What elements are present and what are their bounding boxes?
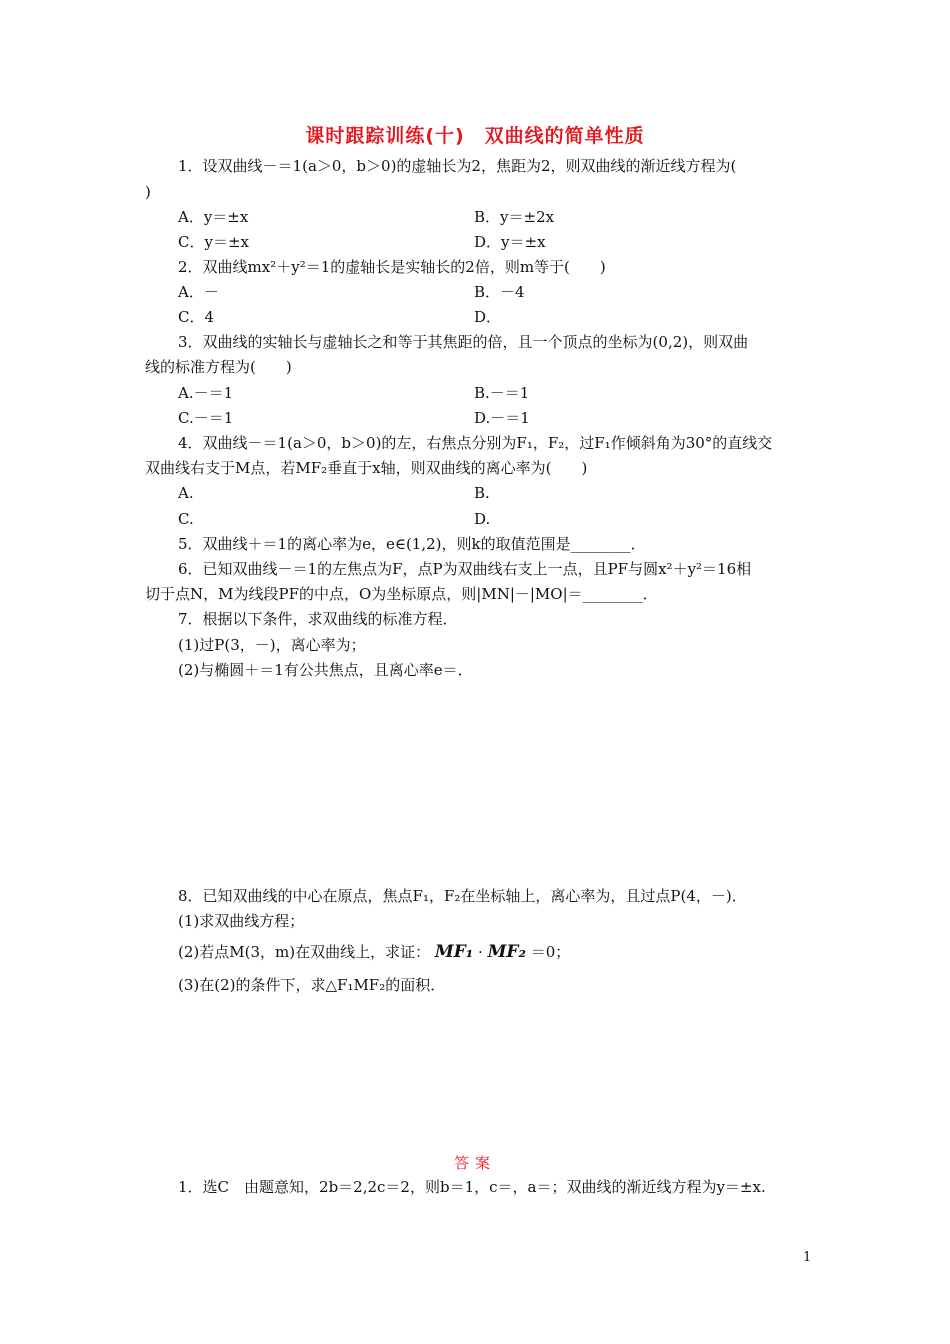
question-8-part-2 [178,942,570,962]
question-4-line-1: 4．双曲线－＝1(a＞0，b＞0)的左，右焦点分别为F₁，F₂，过F₁作倾斜角为30°的直线交 [178,434,773,452]
q1-option-b: B．y＝±2x [474,208,555,226]
question-5: 5．双曲线＋＝1的离心率为e，e∈(1,2)，则k的取值范围是________． [178,535,646,553]
q2-option-d: D． [474,308,502,326]
question-1-line-2: ) [145,183,151,201]
answer-1: 1．选C 由题意知，2b＝2,2c＝2，则b＝1，c＝，a＝；双曲线的渐近线方程为y＝±x. [178,1178,766,1196]
page-number: 1 [803,1250,812,1265]
q3-option-a: A.－＝1 [178,384,234,402]
q4-option-b: B. [474,484,490,502]
part-2-suffix: ＝0； [530,943,571,961]
question-7-part-2: (2)与椭圆＋＝1有公共焦点，且离心率e＝． [178,661,473,679]
question-1-line-1: 1．设双曲线－＝1(a＞0，b＞0)的虚轴长为2，焦距为2，则双曲线的渐近线方程为( [178,157,737,175]
q3-option-b: B.－＝1 [474,384,530,402]
question-2: 2．双曲线mx²＋y²＝1的虚轴长是实轴长的2倍，则m等于( ) [178,258,606,276]
q4-option-a: A. [178,484,194,502]
question-6-line-2: 切于点N，M为线段PF的中点，O为坐标原点，则|MN|－|MO|＝________． [145,585,658,603]
q2-option-a: A．－ [178,283,219,301]
page-title: 课时跟踪训练(十) 双曲线的简单性质 [305,125,645,147]
q2-option-c: C．4 [178,308,215,326]
q1-option-a: A．y＝±x [178,208,249,226]
q4-option-c: C. [178,510,194,528]
answer-heading: 答案 [453,1154,496,1172]
q3-option-c: C.－＝1 [178,409,234,427]
question-7-part-1: (1)过P(3，－)，离心率为； [178,636,366,654]
question-3-line-2: 线的标准方程为( ) [145,358,292,376]
question-8-part-1: (1)求双曲线方程； [178,912,305,930]
q3-option-d: D.－＝1 [474,409,530,427]
part-2-prefix: (2)若点M(3，m)在双曲线上，求证： [178,943,431,961]
vector-mf2: MF₂ [487,942,526,962]
vector-mf1: MF₁ [434,942,474,962]
q4-option-d: D. [474,510,491,528]
question-6-line-1: 6．已知双曲线－＝1的左焦点为F，点P为双曲线右支上一点，且PF与圆x²＋y²＝16相 [178,560,752,578]
q1-option-c: C．y＝±x [178,233,249,251]
q1-option-d: D．y＝±x [474,233,546,251]
question-8-part-3: (3)在(2)的条件下，求△F₁MF₂的面积． [178,976,446,994]
question-7: 7．根据以下条件，求双曲线的标准方程． [178,610,458,628]
dot-product-symbol: · [478,943,483,961]
question-3-line-1: 3．双曲线的实轴长与虚轴长之和等于其焦距的倍，且一个顶点的坐标为(0,2)，则双曲 [178,333,749,351]
question-4-line-2: 双曲线右支于M点，若MF₂垂直于x轴，则双曲线的离心率为( ) [145,459,588,477]
question-8: 8．已知双曲线的中心在原点，焦点F₁，F₂在坐标轴上，离心率为，且过点P(4，－)． [178,887,747,905]
q2-option-b: B．－4 [474,283,525,301]
